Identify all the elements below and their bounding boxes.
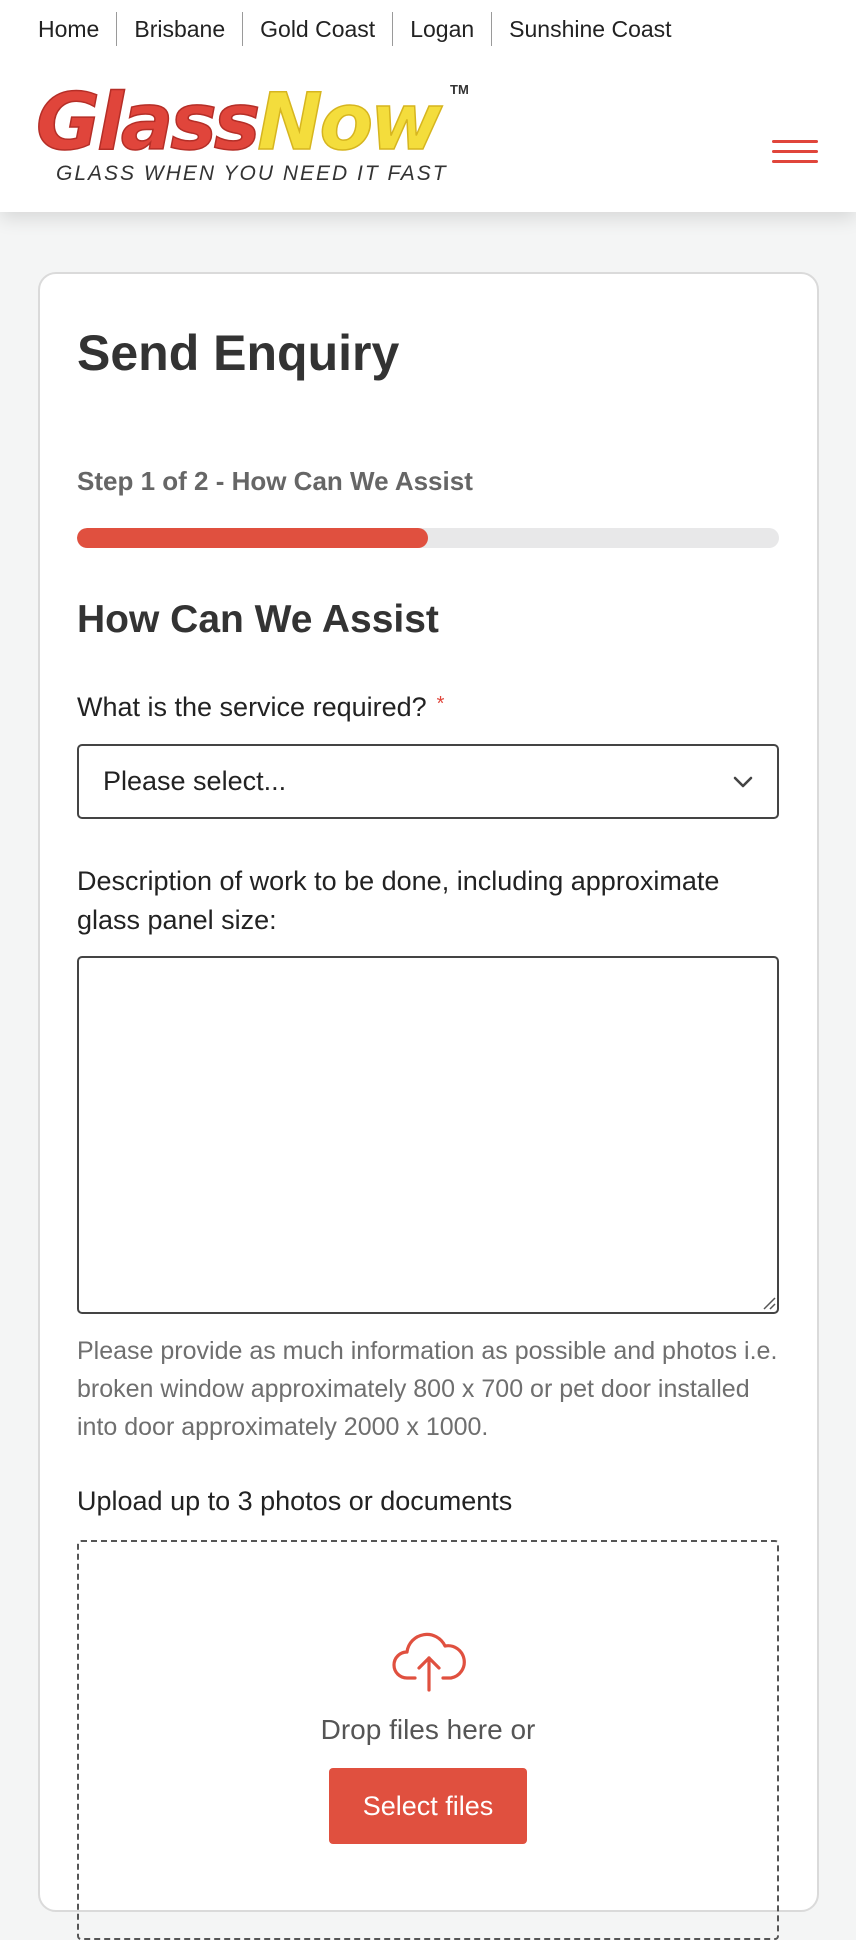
description-label: Description of work to be done, including approximate glass panel size: (77, 866, 720, 935)
nav-link-brisbane[interactable]: Brisbane (116, 12, 242, 46)
enquiry-form-card (38, 272, 819, 1912)
step-indicator: Step 1 of 2 - How Can We Assist (77, 466, 473, 496)
logo-wordmark: GlassNow (36, 78, 440, 168)
cloud-upload-icon (391, 1628, 467, 1694)
logo-trademark: TM (450, 82, 469, 97)
nav-link-gold-coast[interactable]: Gold Coast (242, 12, 392, 46)
service-select-value: Please select... (103, 766, 287, 796)
progress-bar-fill (77, 528, 428, 548)
required-marker: * (436, 693, 445, 715)
hamburger-icon[interactable] (772, 136, 818, 168)
service-select[interactable] (77, 744, 779, 819)
upload-label: Upload up to 3 photos or documents (77, 1486, 513, 1516)
resize-grip-icon[interactable] (762, 1296, 776, 1310)
nav-link-home[interactable]: Home (38, 16, 100, 42)
select-files-button[interactable]: Select files (329, 1768, 527, 1844)
glassnow-logo[interactable] (36, 80, 476, 190)
description-textarea[interactable] (77, 956, 779, 1314)
location-nav (38, 12, 689, 46)
site-header (0, 0, 856, 212)
drop-files-text: Drop files here or (320, 1714, 536, 1745)
section-title: How Can We Assist (77, 598, 439, 641)
nav-link-logan[interactable]: Logan (392, 12, 491, 46)
service-label: What is the service required? * (77, 692, 445, 722)
file-dropzone[interactable] (77, 1540, 779, 1940)
logo-tagline: GLASS WHEN YOU NEED IT FAST (56, 162, 448, 185)
progress-bar (77, 528, 779, 548)
form-title: Send Enquiry (77, 325, 400, 381)
description-help-text: Please provide as much information as possible and photos i.e. broken window approximately 800 x 700 or pet door installed into door approximately 2000 x 1000. (77, 1337, 778, 1441)
nav-link-sunshine-coast[interactable]: Sunshine Coast (491, 12, 688, 46)
chevron-down-icon (731, 770, 755, 794)
